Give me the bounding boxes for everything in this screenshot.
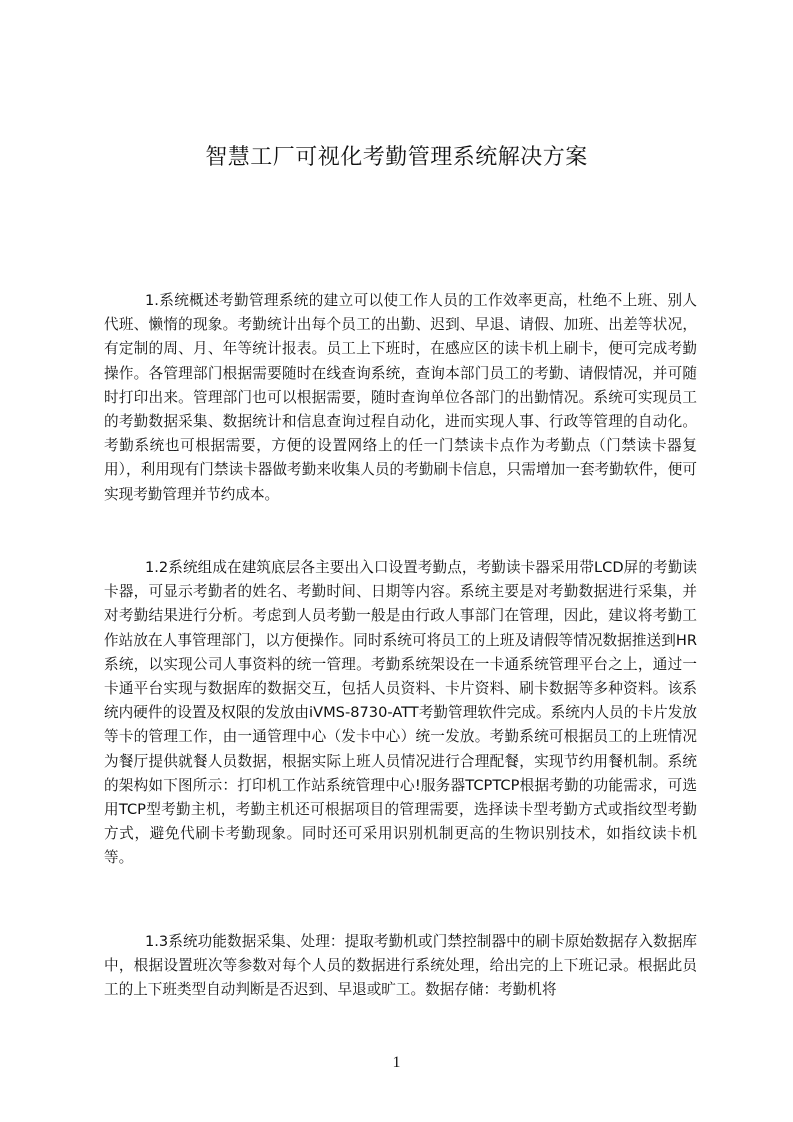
page-number: 1 [392,1054,401,1071]
section-1-3-system-functions: 1.3系统功能数据采集、处理：提取考勤机或门禁控制器中的刷卡原始数据存入数据库中，根据设置班次等参数对每个人员的数据进行系统处理，给出完的上下班记录。根据此员工的上下班类型自动判断是否迟到、早退或旷工。数据存储：考勤机将 [104,933,697,999]
document-title: 智慧工厂可视化考勤管理系统解决方案 [205,145,588,170]
section-1-2-system-composition: 1.2系统组成在建筑底层各主要出入口设置考勤点，考勤读卡器采用带LCD屏的考勤读卡器，可显示考勤者的姓名、考勤时间、日期等内容。系统主要是对考勤数据进行采集，并对考勤结果进行分析。考虑到人员考勤一般是由行政人事部门在管理，因此，建议将考勤工作站放在人事管理部门，以方便操作。同时系统可将员工的上班及请假等情况数据推送到HR系统，以实现公司人事资料的统一管理。考勤系统架设在一卡通系统管理平台之上，通过一卡通平台实现与数据库的数据交互，包括人员资料、卡片资料、刷卡数据等多种资料。该系统内硬件的设置及权限的发放由iVMS-8730-ATT考勤管理软件完成。系统内人员的卡片发放等卡的管理工作，由一通管理中心（发卡中心）统一发放。考勤系统可根据员工的上班情况为餐厅提供就餐人员数据，根据实际上班人员情况进行合理配餐，实现节约用餐机制。系统的架构如下图所示：打印机工作站系统管理中心!服务器TCPTCP根据考勤的功能需求，可选用TCP型考勤主机，考勤主机还可根据项目的管理需要，选择读卡型考勤方式或指纹型考勤方式，避免代刷卡考勤现象。同时还可采用识别机制更高的生物识别技术，如指纹读卡机等。 [104,559,697,867]
section-1-system-overview: 1.系统概述考勤管理系统的建立可以使工作人员的工作效率更高，杜绝不上班、别人代班、懒惰的现象。考勤统计出每个员工的出勤、迟到、早退、请假、加班、出差等状况，有定制的周、月、年等统计报表。员工上下班时，在感应区的读卡机上刷卡，便可完成考勤操作。各管理部门根据需要随时在线查询系统，查询本部门员工的考勤、请假情况，并可随时打印出来。管理部门也可以根据需要，随时查询单位各部门的出勤情况。系统可实现员工的考勤数据采集、数据统计和信息查询过程自动化，进而实现人事、行政等管理的自动化。考勤系统也可根据需要，方便的设置网络上的任一门禁读卡点作为考勤点（门禁读卡器复用），利用现有门禁读卡器做考勤来收集人员的考勤刷卡信息，只需增加一套考勤软件，便可实现考勤管理并节约成本。 [104,292,697,503]
